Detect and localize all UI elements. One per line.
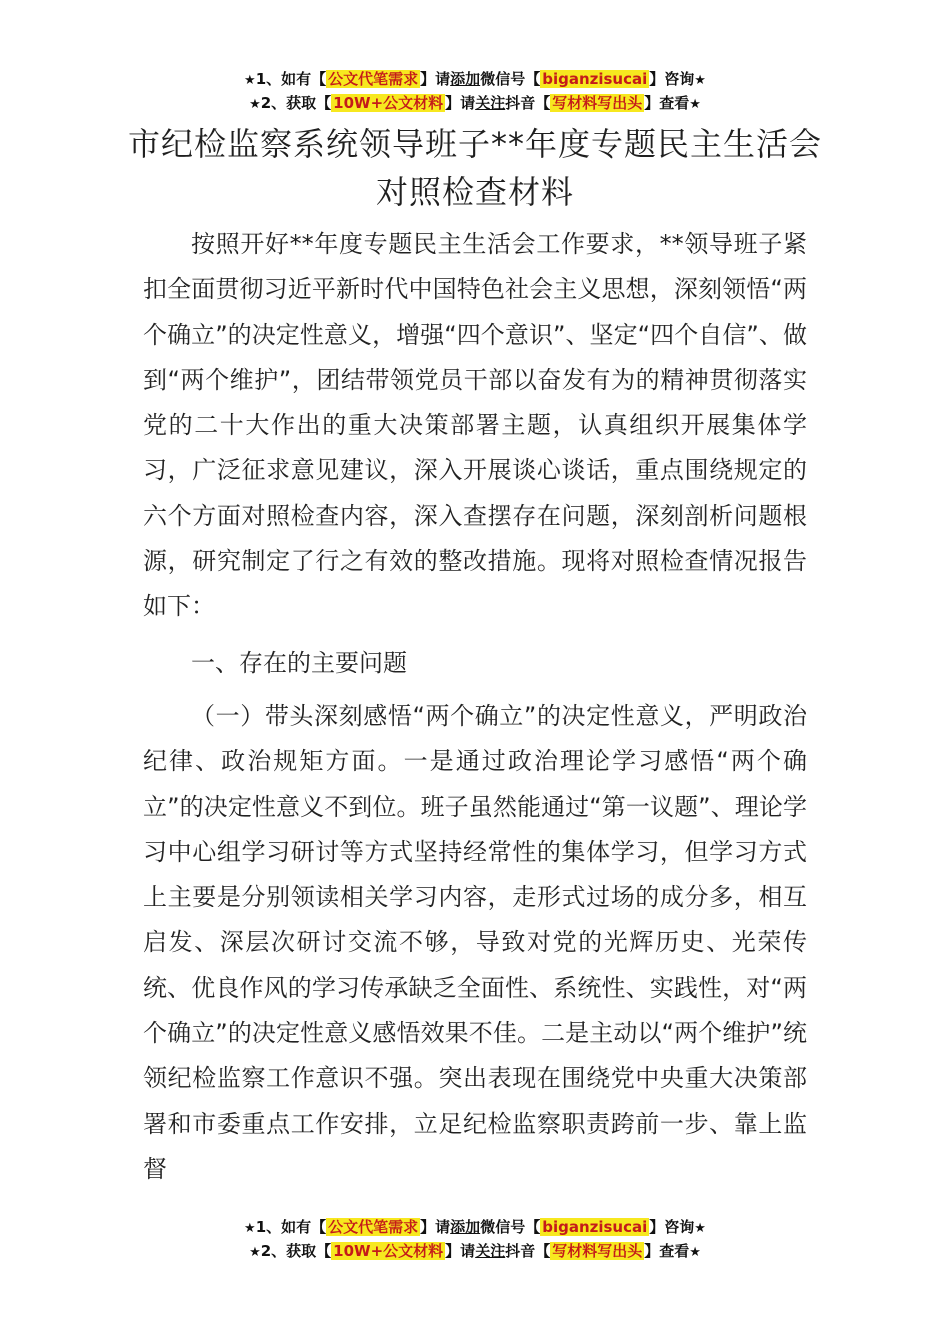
promo-douyin-account: 写材料写出头: [552, 94, 643, 112]
star-icon: ★: [689, 1245, 701, 1260]
promo-underlined-text: 关注: [475, 1242, 506, 1260]
section-heading: 一、存在的主要问题: [191, 648, 407, 677]
header-promo-banner: [0, 68, 950, 116]
promo-text: 】请: [420, 70, 451, 88]
star-icon: ★: [249, 1245, 261, 1260]
promo-text: 】咨询: [649, 1218, 695, 1236]
star-icon: ★: [249, 97, 261, 112]
promo-douyin-account: 写材料写出头: [552, 1242, 643, 1260]
promo-text: 】查看: [644, 1242, 690, 1260]
star-icon: ★: [694, 1221, 706, 1236]
promo-text: 抖音【: [505, 1242, 551, 1260]
promo-underlined-text: 添加: [450, 1218, 481, 1236]
promo-highlight: 10W+公文材料: [333, 1242, 444, 1260]
promo-wechat-id: biganzisucai: [542, 70, 648, 88]
promo-text: 2、获取【: [260, 94, 332, 112]
promo-line-1: [0, 1216, 950, 1240]
star-icon: ★: [244, 1221, 256, 1236]
document-body: [143, 222, 807, 1192]
promo-text: 2、获取【: [260, 1242, 332, 1260]
promo-text: 】请: [445, 94, 476, 112]
promo-highlight: 公文代笔需求: [328, 70, 419, 88]
promo-highlight: 10W+公文材料: [333, 94, 444, 112]
promo-text: 1、如有【: [255, 70, 327, 88]
promo-text: 抖音【: [505, 94, 551, 112]
promo-text: 】咨询: [649, 70, 695, 88]
promo-underlined-text: 添加: [450, 70, 481, 88]
promo-text: 】请: [445, 1242, 476, 1260]
promo-text: 微信号【: [480, 70, 541, 88]
body-paragraph: （一）带头深刻感悟“两个确立”的决定性意义，严明政治纪律、政治规矩方面。一是通过政治理论学习感悟“两个确立”的决定性意义不到位。班子虽然能通过“第一议题”、理论学习中心组学习研讨等方式坚持经常性的集体学习，但学习方式上主要是分别领读相关学习内容，走形式过场的成分多，相互启发、深层次研讨交流不够，导致对党的光辉历史、光荣传统、优良作风的学习传承缺乏全面性、系统性、实践性，对“两个确立”的决定性意义感悟效果不佳。二是主动以“两个维护”统领纪检监察工作意识不强。突出表现在围绕党中央重大决策部署和市委重点工作安排，立足纪检监察职责跨前一步、靠上监督: [143, 701, 807, 1183]
promo-text: 】请: [420, 1218, 451, 1236]
star-icon: ★: [694, 73, 706, 88]
promo-text: 1、如有【: [255, 1218, 327, 1236]
promo-highlight: 公文代笔需求: [328, 1218, 419, 1236]
promo-line-2: [0, 92, 950, 116]
promo-underlined-text: 关注: [475, 94, 506, 112]
star-icon: ★: [244, 73, 256, 88]
promo-text: 】查看: [644, 94, 690, 112]
star-icon: ★: [689, 97, 701, 112]
intro-paragraph: 按照开好**年度专题民主生活会工作要求，**领导班子紧扣全面贯彻习近平新时代中国特色社会主义思想，深刻领悟“两个确立”的决定性意义，增强“四个意识”、坚定“四个自信”、做到“两个维护”，团结带领党员干部以奋发有为的精神贯彻落实党的二十大作出的重大决策部署主题，认真组织开展集体学习，广泛征求意见建议，深入开展谈心谈话，重点围绕规定的六个方面对照检查内容，深入查摆存在问题，深刻剖析问题根源，研究制定了行之有效的整改措施。现将对照检查情况报告如下：: [143, 230, 807, 621]
document-title: 市纪检监察系统领导班子**年度专题民主生活会对照检查材料: [127, 125, 822, 211]
promo-text: 微信号【: [480, 1218, 541, 1236]
promo-wechat-id: biganzisucai: [542, 1218, 648, 1236]
promo-line-2: [0, 1240, 950, 1264]
promo-line-1: [0, 68, 950, 92]
footer-promo-banner: [0, 1216, 950, 1264]
